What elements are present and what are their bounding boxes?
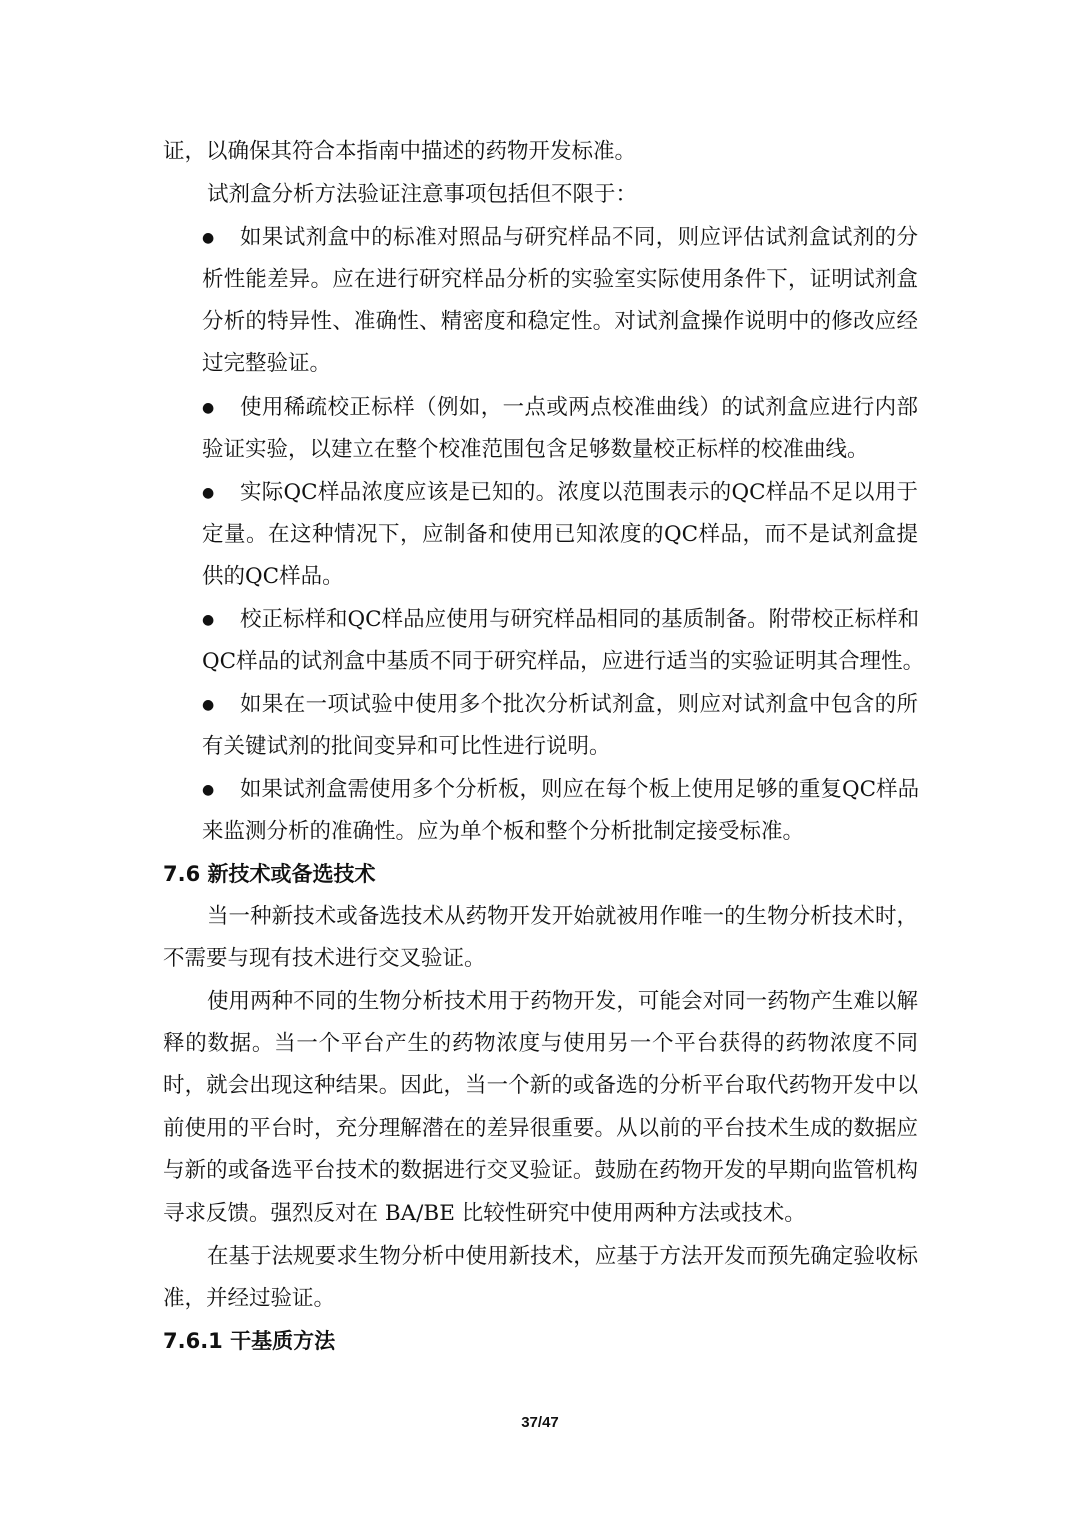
para2-line-4: 前使用的平台时，充分理解潜在的差异很重要。从以前的平台技术生成的数据应 [163,1116,918,1141]
bullet-3-line-1: 实际QC样品浓度应该是已知的。浓度以范围表示的QC样品不足以用于 [240,480,919,505]
bullet-1-line-4: 过完整验证。 [202,351,332,376]
bullet-4-line-1: 校正标样和QC样品应使用与研究样品相同的基质制备。附带校正标样和 [240,607,920,632]
bullet-icon: ● [202,697,215,713]
bullet-1-line-3: 分析的特异性、准确性、精密度和稳定性。对试剂盒操作说明中的修改应经 [202,309,918,334]
intro-line-1: 证，以确保其符合本指南中描述的药物开发标准。 [163,139,637,164]
para2-line-6: 寻求反馈。强烈反对在 BA/BE 比较性研究中使用两种方法或技术。 [163,1201,806,1226]
bullet-icon: ● [202,782,215,798]
para3-line-1: 在基于法规要求生物分析中使用新技术，应基于方法开发而预先确定验收标 [207,1244,918,1269]
bullet-1-line-1: 如果试剂盒中的标准对照品与研究样品不同，则应评估试剂盒试剂的分 [240,225,918,250]
bullet-3-line-2: 定量。在这种情况下，应制备和使用已知浓度的QC样品，而不是试剂盒提 [202,522,918,547]
bullet-5-line-2: 有关键试剂的批间变异和可比性进行说明。 [202,734,611,759]
section-heading-7-6-1: 7.6.1 干基质方法 [163,1329,336,1353]
para1-line-1: 当一种新技术或备选技术从药物开发开始就被用作唯一的生物分析技术时， [207,904,918,929]
bullet-icon: ● [202,485,215,501]
para2-line-5: 与新的或备选平台技术的数据进行交叉验证。鼓励在药物开发的早期向监管机构 [163,1158,918,1183]
bullet-6-line-2: 来监测分析的准确性。应为单个板和整个分析批制定接受标准。 [202,819,805,844]
intro-line-2: 试剂盒分析方法验证注意事项包括但不限于： [207,182,638,207]
bullet-2-line-2: 验证实验，以建立在整个校准范围包含足够数量校正标样的校准曲线。 [202,437,869,462]
bullet-6-line-1: 如果试剂盒需使用多个分析板，则应在每个板上使用足够的重复QC样品 [240,777,920,802]
bullet-1-line-2: 析性能差异。应在进行研究样品分析的实验室实际使用条件下，证明试剂盒 [202,267,918,292]
bullet-3-line-3: 供的QC样品。 [202,564,344,589]
para2-line-3: 时，就会出现这种结果。因此，当一个新的或备选的分析平台取代药物开发中以 [163,1073,918,1098]
bullet-2-line-1: 使用稀疏校正标样（例如，一点或两点校准曲线）的试剂盒应进行内部 [240,395,918,420]
para1-line-2: 不需要与现有技术进行交叉验证。 [163,946,486,971]
page-number: 37/47 [521,1414,559,1431]
bullet-icon: ● [202,612,215,628]
section-heading-7-6: 7.6 新技术或备选技术 [163,862,376,886]
bullet-icon: ● [202,230,215,246]
bullet-4-line-2: QC样品的试剂盒中基质不同于研究样品，应进行适当的实验证明其合理性。 [202,649,925,674]
para2-line-2: 释的数据。当一个平台产生的药物浓度与使用另一个平台获得的药物浓度不同 [163,1031,918,1056]
para3-line-2: 准，并经过验证。 [163,1286,336,1311]
bullet-5-line-1: 如果在一项试验中使用多个批次分析试剂盒，则应对试剂盒中包含的所 [240,692,918,717]
para2-line-1: 使用两种不同的生物分析技术用于药物开发，可能会对同一药物产生难以解 [207,989,918,1014]
bullet-icon: ● [202,400,215,416]
